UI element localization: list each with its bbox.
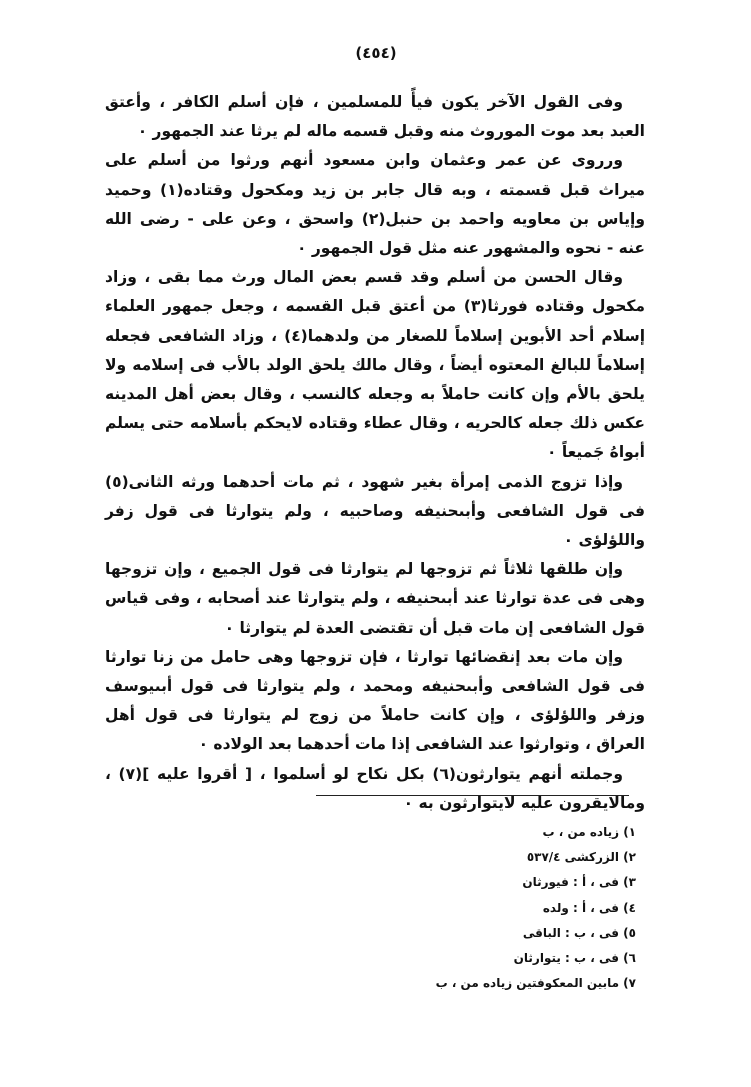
footnote-separator [316,795,629,796]
footnote-3: ٣) فى ، أ : فيورثان [522,875,636,890]
paragraph: ورروى عن عمر وعثمان وابن مسعود أنهم ورثوا من أسلم على ميراث قبل قسمته ، وبه قال جابر بن زيد ومكحول وقتاده(١) وحميد وإياس بن معاويه واحمد بن حنبل(٢) واسحق ، وعن على - رضى الله عنه - نحوه والمشهور عنه مثل قول الجمهور ٠ [105,151,645,258]
paragraph: وإن طلقها ثلاثاً ثم تزوجها لم يتوارثا فى قول الجميع ، وإن تزوجها وهى فى عدة توارثا عند أبىحنيفه ، ولم يتوارثا عند أصحابه ، وفى قياس قول الشافعى إن مات قبل أن تقتضى العدة لم يتوارثا ٠ [105,560,645,637]
footnote-1: ١) زياده من ، ب [542,825,636,839]
paragraph: وفى القول الآخر يكون فيأً للمسلمين ، فإن أسلم الكافر ، وأعتق العبد بعد موت الموروث منه وقبل قسمه ماله لم يرثا عند الجمهور ٠ [105,93,645,141]
paragraph: وإذا تزوج الذمى إمرأة بغير شهود ، ثم مات أحدهما ورثه الثانى(٥) فى قول الشافعى وأبىحنيفه وصاحبيه ، ولم يتوارثا فى قول زفر واللؤلؤى ٠ [105,472,645,550]
page-number: (٤٥٤) [355,44,397,62]
paragraph: وقال الحسن من أسلم وقد قسم بعض المال ورث مما بقى ، وزاد مكحول وقتاده فورثا(٣) من أعتق قبل القسمه ، وجعل جمهور العلماء إسلام أحد الأبوين إسلاماً للصغار من ولدهما(٤) ، وزاد الشافعى فجعله إسلاماً للبالغ المعتوه أيضاً ، وقال مالك يلحق الولد بالأب فى إسلامه ولا يلحق بالأم وإن كانت حاملاً به وجعله كالنسب ، وقال بعض أهل المدينه عكس ذلك جعله كالحريه ، وقال عطاء وقتاده لايحكم بأسلامه حتى يسلم أبواهُ جَميعاً ٠ [105,268,646,462]
paragraph: وجملته أنهم يتوارثون(٦) بكل نكاح لو أسلموا ، [ أقروا عليه ](٧) ، ومالايقرون عليه لايتوارثون به ٠ [105,764,645,812]
footnote-4: ٤) فى ، أ : ولده [542,900,636,915]
footnote-7: ٧) مابين المعكوفتين زياده من ، ب [435,976,636,991]
paragraph: وإن مات بعد إنقضائها توارثا ، فإن تزوجها وهى حامل من زنا توارثا فى قول الشافعى وأبىحنيفه ومحمد ، ولم يتوارثا فى قول أبىيوسف وزفر واللؤلؤى ، وإن كانت حاملاً من زوج لم يتوارثا فى قول أهل العراق ، وتوارثوا عند الشافعى إذا مات أحدهما بعد الولاده ٠ [105,647,645,754]
footnote-5: ٥) فى ، ب : الباقى [522,925,636,940]
footnote-6: ٦) فى ، ب : يتوارثان [513,951,636,966]
main-text [105,88,645,818]
footnote-2: ٢) الزركشى ٥٣٧/٤ [526,850,636,865]
footnotes [306,820,636,996]
